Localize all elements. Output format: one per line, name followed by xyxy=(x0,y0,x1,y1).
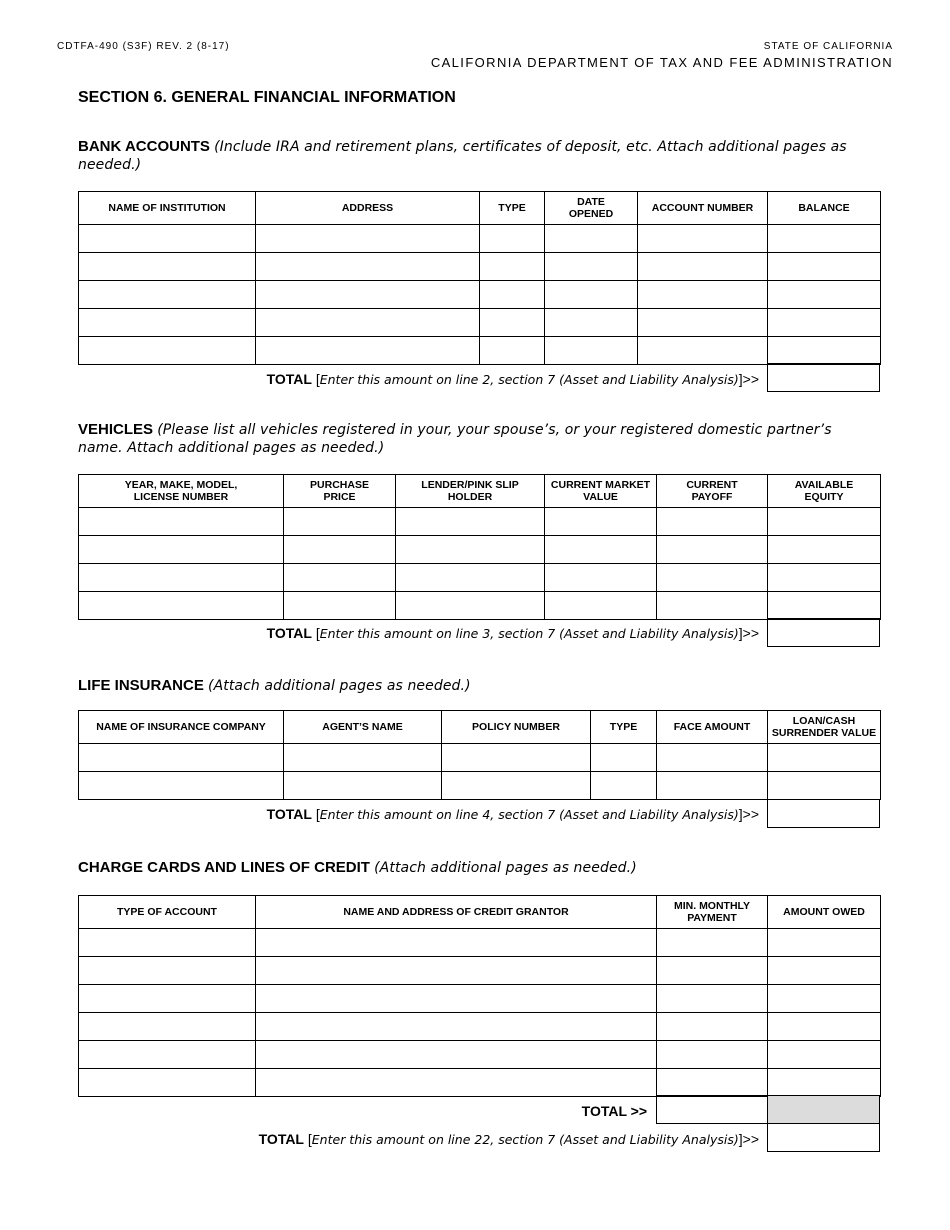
cell-input[interactable] xyxy=(768,592,881,620)
cell-input[interactable] xyxy=(657,744,768,772)
cell-input[interactable] xyxy=(79,929,256,957)
cell-input[interactable] xyxy=(79,337,256,365)
table-row xyxy=(79,772,881,800)
cell-input[interactable] xyxy=(657,536,768,564)
column-header: DATE OPENED xyxy=(545,192,638,225)
table-row xyxy=(79,985,881,1013)
cell-input[interactable] xyxy=(768,508,881,536)
column-header: NAME OF INSURANCE COMPANY xyxy=(79,711,284,744)
cell-input[interactable] xyxy=(545,564,657,592)
cell-input[interactable] xyxy=(79,592,284,620)
column-header: NAME OF INSTITUTION xyxy=(79,192,256,225)
cell-input[interactable] xyxy=(442,772,591,800)
cell-input[interactable] xyxy=(284,744,442,772)
cell-input[interactable] xyxy=(545,536,657,564)
cell-input[interactable] xyxy=(545,253,638,281)
cell-input[interactable] xyxy=(657,772,768,800)
cell-input[interactable] xyxy=(657,1069,768,1097)
cell-input[interactable] xyxy=(591,744,657,772)
life-heading-text: LIFE INSURANCE xyxy=(78,677,204,694)
cell-input[interactable] xyxy=(638,309,768,337)
table-row xyxy=(79,508,881,536)
cell-input[interactable] xyxy=(284,536,396,564)
charge-heading-text: CHARGE CARDS AND LINES OF CREDIT xyxy=(78,859,370,876)
charge-cards-table xyxy=(78,895,881,1097)
table-row xyxy=(79,225,881,253)
min-payment-total-field[interactable] xyxy=(656,1095,769,1124)
bank-heading-note: (Include IRA and retirement plans, certificates of deposit, etc. Attach additional pages as needed.) xyxy=(78,139,847,173)
charge-cards-heading xyxy=(78,859,868,877)
cell-input[interactable] xyxy=(256,1041,657,1069)
cell-input[interactable] xyxy=(480,337,545,365)
cell-input[interactable] xyxy=(396,592,545,620)
cell-input[interactable] xyxy=(284,508,396,536)
column-header: MIN. MONTHLY PAYMENT xyxy=(657,896,768,929)
cell-input[interactable] xyxy=(79,281,256,309)
cell-input[interactable] xyxy=(545,508,657,536)
cell-input[interactable] xyxy=(768,253,881,281)
cell-input[interactable] xyxy=(768,225,881,253)
cell-input[interactable] xyxy=(657,929,768,957)
vehicles-table xyxy=(78,474,881,620)
table-row xyxy=(79,744,881,772)
cell-input[interactable] xyxy=(256,309,480,337)
cell-input[interactable] xyxy=(256,1069,657,1097)
table-header-row xyxy=(79,192,881,225)
cell-input[interactable] xyxy=(79,309,256,337)
column-header: PURCHASE PRICE xyxy=(284,475,396,508)
column-header: POLICY NUMBER xyxy=(442,711,591,744)
cell-input[interactable] xyxy=(768,281,881,309)
column-header: LENDER/PINK SLIP HOLDER xyxy=(396,475,545,508)
form-id: CDTFA-490 (S3F) REV. 2 (8-17) xyxy=(57,41,230,52)
bank-heading-text: BANK ACCOUNTS xyxy=(78,138,210,155)
cell-input[interactable] xyxy=(768,564,881,592)
column-header: YEAR, MAKE, MODEL, LICENSE NUMBER xyxy=(79,475,284,508)
bank-accounts-table xyxy=(78,191,881,365)
cell-input[interactable] xyxy=(79,1041,256,1069)
table-row xyxy=(79,592,881,620)
cell-input[interactable] xyxy=(256,957,657,985)
table-row xyxy=(79,564,881,592)
cell-input[interactable] xyxy=(768,957,881,985)
vehicles-heading-note: (Please list all vehicles registered in your, your spouse’s, or your registered domestic partner’s name. Attach additional pages as needed.) xyxy=(78,422,832,456)
cell-input[interactable] xyxy=(79,985,256,1013)
vehicles-total-field[interactable] xyxy=(767,618,880,647)
cell-input[interactable] xyxy=(768,309,881,337)
column-header: BALANCE xyxy=(768,192,881,225)
cell-input[interactable] xyxy=(638,337,768,365)
life-insurance-heading xyxy=(78,677,868,695)
life-total-line: TOTAL [Enter this amount on line 4, section 7 (Asset and Liability Analysis)]>> xyxy=(266,806,759,822)
cell-input[interactable] xyxy=(256,281,480,309)
cell-input[interactable] xyxy=(256,225,480,253)
cell-input[interactable] xyxy=(79,564,284,592)
cell-input[interactable] xyxy=(79,1069,256,1097)
cell-input[interactable] xyxy=(638,225,768,253)
cell-input[interactable] xyxy=(638,253,768,281)
column-header: ACCOUNT NUMBER xyxy=(638,192,768,225)
cell-input[interactable] xyxy=(79,957,256,985)
column-header: LOAN/CASH SURRENDER VALUE xyxy=(768,711,881,744)
cell-input[interactable] xyxy=(256,929,657,957)
cell-input[interactable] xyxy=(657,1041,768,1069)
cell-input[interactable] xyxy=(442,744,591,772)
cell-input[interactable] xyxy=(657,592,768,620)
cell-input[interactable] xyxy=(480,281,545,309)
vehicles-heading xyxy=(78,421,868,457)
cell-input[interactable] xyxy=(396,564,545,592)
bank-accounts-heading xyxy=(78,138,868,174)
cell-input[interactable] xyxy=(545,309,638,337)
cell-input[interactable] xyxy=(768,337,881,365)
bank-total-line: TOTAL [Enter this amount on line 2, section 7 (Asset and Liability Analysis)]>> xyxy=(266,371,759,387)
column-header: TYPE xyxy=(591,711,657,744)
bank-total-field[interactable] xyxy=(767,363,880,392)
table-header-row xyxy=(79,475,881,508)
cell-input[interactable] xyxy=(480,253,545,281)
cell-input[interactable] xyxy=(480,309,545,337)
cell-input[interactable] xyxy=(545,592,657,620)
charge-total-line: TOTAL [Enter this amount on line 22, section 7 (Asset and Liability Analysis)]>> xyxy=(258,1131,759,1147)
cell-input[interactable] xyxy=(79,744,284,772)
table-row xyxy=(79,281,881,309)
vehicles-total-line: TOTAL [Enter this amount on line 3, section 7 (Asset and Liability Analysis)]>> xyxy=(266,625,759,641)
table-row xyxy=(79,1041,881,1069)
charge-total-field[interactable] xyxy=(767,1123,880,1152)
table-header-row xyxy=(79,896,881,929)
table-row xyxy=(79,309,881,337)
table-row xyxy=(79,253,881,281)
cell-input[interactable] xyxy=(657,1013,768,1041)
column-header: CURRENT MARKET VALUE xyxy=(545,475,657,508)
cell-input[interactable] xyxy=(545,337,638,365)
table-row xyxy=(79,957,881,985)
column-header: NAME AND ADDRESS OF CREDIT GRANTOR xyxy=(256,896,657,929)
column-header: TYPE xyxy=(480,192,545,225)
life-total-field[interactable] xyxy=(767,799,880,828)
cell-input[interactable] xyxy=(256,1013,657,1041)
cell-input[interactable] xyxy=(657,508,768,536)
column-header: CURRENT PAYOFF xyxy=(657,475,768,508)
cell-input[interactable] xyxy=(591,772,657,800)
section-title: SECTION 6. GENERAL FINANCIAL INFORMATION xyxy=(78,89,456,106)
cell-input[interactable] xyxy=(768,1041,881,1069)
cell-input[interactable] xyxy=(657,564,768,592)
cell-input[interactable] xyxy=(256,985,657,1013)
cell-input[interactable] xyxy=(480,225,545,253)
table-row xyxy=(79,337,881,365)
cell-input[interactable] xyxy=(284,564,396,592)
cell-input[interactable] xyxy=(284,772,442,800)
cell-input[interactable] xyxy=(768,1013,881,1041)
vehicles-heading-text: VEHICLES xyxy=(78,421,154,438)
charge-subtotal-label: TOTAL >> xyxy=(581,1103,647,1119)
cell-input[interactable] xyxy=(657,985,768,1013)
cell-input[interactable] xyxy=(545,225,638,253)
cell-input[interactable] xyxy=(768,985,881,1013)
department-label: CALIFORNIA DEPARTMENT OF TAX AND FEE ADMINISTRATION xyxy=(430,55,893,70)
table-row xyxy=(79,1069,881,1097)
cell-input[interactable] xyxy=(768,744,881,772)
cell-input[interactable] xyxy=(768,929,881,957)
charge-heading-note: (Attach additional pages as needed.) xyxy=(374,860,637,876)
table-row xyxy=(79,536,881,564)
column-header: AMOUNT OWED xyxy=(768,896,881,929)
life-insurance-table xyxy=(78,710,881,800)
column-header: FACE AMOUNT xyxy=(657,711,768,744)
cell-input[interactable] xyxy=(657,957,768,985)
column-header: AGENT’S NAME xyxy=(284,711,442,744)
life-heading-note: (Attach additional pages as needed.) xyxy=(208,678,471,694)
cell-input[interactable] xyxy=(79,536,284,564)
cell-input[interactable] xyxy=(396,536,545,564)
column-header: TYPE OF ACCOUNT xyxy=(79,896,256,929)
cell-input[interactable] xyxy=(284,592,396,620)
table-row xyxy=(79,929,881,957)
state-label: STATE OF CALIFORNIA xyxy=(763,41,893,52)
cell-input[interactable] xyxy=(768,772,881,800)
table-header-row xyxy=(79,711,881,744)
cell-input[interactable] xyxy=(545,281,638,309)
cell-input[interactable] xyxy=(768,536,881,564)
cell-input[interactable] xyxy=(256,337,480,365)
amount-owed-shaded-cell xyxy=(767,1095,880,1124)
cell-input[interactable] xyxy=(79,508,284,536)
cell-input[interactable] xyxy=(79,253,256,281)
table-row xyxy=(79,1013,881,1041)
cell-input[interactable] xyxy=(768,1069,881,1097)
cell-input[interactable] xyxy=(638,281,768,309)
cell-input[interactable] xyxy=(79,225,256,253)
cell-input[interactable] xyxy=(396,508,545,536)
column-header: AVAILABLE EQUITY xyxy=(768,475,881,508)
cell-input[interactable] xyxy=(256,253,480,281)
column-header: ADDRESS xyxy=(256,192,480,225)
cell-input[interactable] xyxy=(79,772,284,800)
cell-input[interactable] xyxy=(79,1013,256,1041)
